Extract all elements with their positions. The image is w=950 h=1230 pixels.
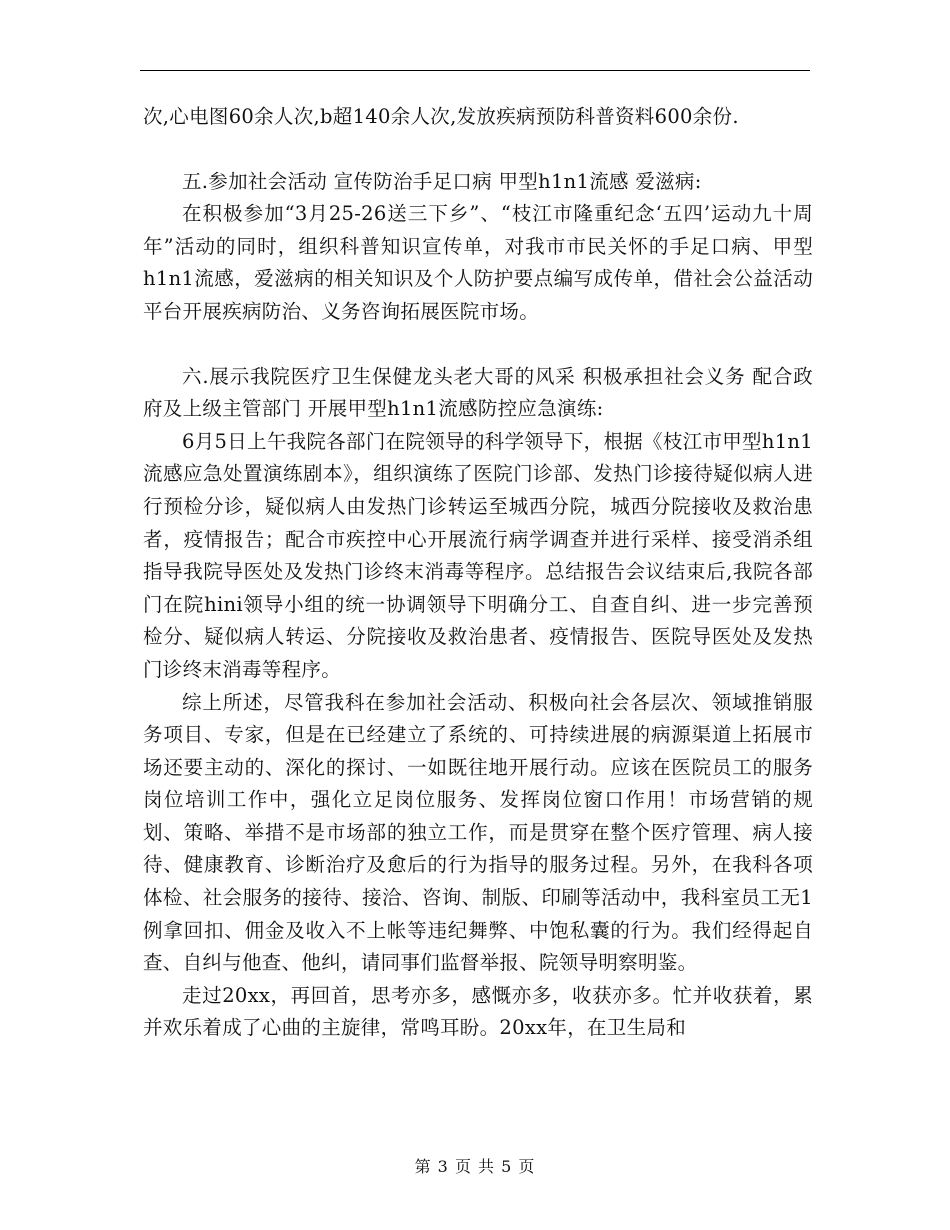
paragraph-spacer	[143, 134, 813, 166]
page-number: 第 3 页 共 5 页	[414, 1157, 536, 1176]
header-rule	[140, 70, 810, 71]
section-heading-6: 六.展示我院医疗卫生保健龙头老大哥的风采 积极承担社会义务 配合政府及上级主管部门 开展甲型h1n1流感防控应急演练:	[143, 364, 813, 421]
paragraph-8: 走过20xx，再回首，思考亦多，感慨亦多，收获亦多。忙并收获着，累并欢乐着成了心曲的主旋律，常鸣耳盼。20xx年，在卫生局和	[143, 983, 813, 1040]
paragraph-7: 综上所述，尽管我科在参加社会活动、积极向社会各层次、领域推销服务项目、专家，但是在已经建立了系统的、可持续进展的病源渠道上拓展市场还要主动的、深化的探讨、一如既往地开展行动。应该在医院员工的服务岗位培训工作中，强化立足岗位服务、发挥岗位窗口作用！市场营销的规划、策略、举措不是市场部的独立工作，而是贯穿在整个医疗管理、病人接待、健康教育、诊断治疗及愈后的行为指导的服务过程。另外，在我科各项体检、社会服务的接待、接洽、咨询、制版、印刷等活动中，我科室员工无1例拿回扣、佣金及收入不上帐等违纪舞弊、中饱私囊的行为。我们经得起自查、自纠与他查、他纠，请同事们监督举报、院领导明察明鉴。	[143, 690, 813, 975]
paragraph-continuation: 次,心电图60余人次,b超140余人次,发放疾病预防科普资料600余份.	[143, 105, 739, 128]
paragraph-5: 在积极参加“3月25-26送三下乡”、“枝江市隆重纪念‘五四’运动九十周年”活动的同时，组织科普知识宣传单，对我市市民关怀的手足口病、甲型h1n1流感，爱滋病的相关知识及个人防护要点编写成传单，借社会公益活动平台开展疾病防治、义务咨询拓展医院市场。	[143, 202, 813, 323]
section-heading-5: 五.参加社会活动 宣传防治手足口病 甲型h1n1流感 爱滋病:	[182, 169, 702, 193]
document-body	[143, 101, 813, 1045]
paragraph-6: 6月5日上午我院各部门在院领导的科学领导下，根据《枝江市甲型h1n1流感应急处置演练剧本》，组织演练了医院门诊部、发热门诊接待疑似病人进行预检分诊，疑似病人由发热门诊转运至城西分院，城西分院接收及救治患者，疫情报告；配合市疾控中心开展流行病学调查并进行采样、接受消杀组指导我院导医处及发热门诊终末消毒等程序。总结报告会议结束后,我院各部门在院hini领导小组的统一协调领导下明确分工、自查自纠、进一步完善预检分、疑似病人转运、分院接收及救治患者、疫情报告、医院导医处及发热门诊终末消毒等程序。	[143, 429, 813, 681]
paragraph-spacer	[143, 329, 813, 361]
